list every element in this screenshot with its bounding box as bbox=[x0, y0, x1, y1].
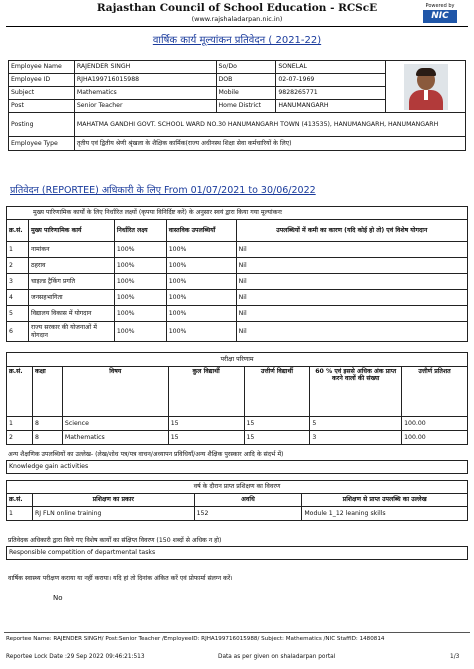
health-check-caption: वार्षिक स्वास्थ्य परीक्षण कराया या नहीं कराया। यदि हां तो दिनांक अंकित करें एवं प्रोफार्मा संलग्न करें। bbox=[8, 575, 233, 582]
column-header: प्रशिक्षण का प्रकार bbox=[32, 494, 194, 507]
table-row bbox=[7, 322, 468, 342]
employee-name-value: RAJENDER SINGH bbox=[74, 61, 216, 74]
table-cell: 3 bbox=[7, 274, 29, 290]
table-row bbox=[7, 274, 468, 290]
table-cell: 100% bbox=[166, 306, 236, 322]
table-cell: 15 bbox=[168, 431, 244, 445]
table-cell: 5 bbox=[310, 417, 402, 431]
table-cell: 2 bbox=[7, 431, 33, 445]
exam-caption: परीक्षा परिणाम bbox=[7, 353, 468, 367]
table-cell: Nil bbox=[236, 306, 467, 322]
table-cell: विद्यालय विकास में योगदान bbox=[28, 306, 114, 322]
table-cell: 100% bbox=[114, 322, 166, 342]
table-cell: 100% bbox=[166, 322, 236, 342]
table-header-row bbox=[7, 220, 468, 242]
employee-details-table bbox=[8, 60, 466, 151]
table-cell: 100.00 bbox=[402, 417, 468, 431]
table-cell: 100% bbox=[114, 258, 166, 274]
table-cell: Nil bbox=[236, 242, 467, 258]
table-row bbox=[7, 507, 468, 521]
table-row bbox=[7, 290, 468, 306]
table-cell: 2 bbox=[7, 258, 29, 274]
table-cell: 152 bbox=[194, 507, 302, 521]
employee-id-label: Employee ID bbox=[9, 74, 75, 87]
table-cell: 100.00 bbox=[402, 431, 468, 445]
employee-name-label: Employee Name bbox=[9, 61, 75, 74]
column-header: क्र.सं. bbox=[7, 494, 33, 507]
home-district-value: HANUMANGARH bbox=[276, 100, 386, 113]
subject-value: Mathematics bbox=[74, 87, 216, 100]
table-cell: 15 bbox=[244, 431, 310, 445]
table-row bbox=[7, 258, 468, 274]
training-caption: वर्ष के दौरान प्राप्त प्रशिक्षण का विवरण bbox=[7, 481, 468, 494]
table-row bbox=[7, 242, 468, 258]
column-header: मुख्य पारिणामिक कार्य bbox=[28, 220, 114, 242]
table-cell: 100% bbox=[166, 258, 236, 274]
table-cell: RJ FLN online training bbox=[32, 507, 194, 521]
training-table bbox=[6, 480, 468, 521]
table-row bbox=[7, 417, 468, 431]
table-cell: नामांकन bbox=[28, 242, 114, 258]
mobile-value: 9828265771 bbox=[276, 87, 386, 100]
table-cell: Nil bbox=[236, 258, 467, 274]
posting-label: Posting bbox=[9, 113, 75, 137]
table-cell: 100% bbox=[114, 242, 166, 258]
dob-label: DOB bbox=[216, 74, 276, 87]
nic-logo: NIC bbox=[423, 10, 457, 23]
column-header: क्र.सं. bbox=[7, 220, 29, 242]
table-cell: Nil bbox=[236, 274, 467, 290]
table-cell: Module 1_12 leaning skills bbox=[302, 507, 468, 521]
home-district-label: Home District bbox=[216, 100, 276, 113]
table-cell: 1 bbox=[7, 507, 33, 521]
posting-value: MAHATMA GANDHI GOVT. SCHOOL WARD NO.30 HANUMANGARH TOWN (413535), HANUMANGARH, HANUMANGARH bbox=[74, 113, 465, 137]
column-header: उत्तीर्ण विद्यार्थी bbox=[244, 367, 310, 417]
targets-caption: मुख्य पारिणामिक कार्यों के लिए निर्धारित लक्ष्यों (कृपया विनिर्दिष्ट करें) के अनुसार स्वयं द्वारा किया गया मूल्यांकनः bbox=[7, 207, 468, 220]
post-value: Senior Teacher bbox=[74, 100, 216, 113]
photo-cell bbox=[386, 61, 466, 113]
column-header: विषय bbox=[62, 367, 168, 417]
column-header: 60 % एवं इससे अधिक अंक प्राप्त करने वालों की संख्या bbox=[310, 367, 402, 417]
achievement-box bbox=[6, 460, 468, 474]
column-header: प्रशिक्षण से प्राप्त उपलब्धि का उल्लेख bbox=[302, 494, 468, 507]
employee-id-value: RJHA199716015988 bbox=[74, 74, 216, 87]
subject-label: Subject bbox=[9, 87, 75, 100]
table-cell: 15 bbox=[168, 417, 244, 431]
footer-data-note: Data as per given on shaladarpan portal bbox=[218, 654, 336, 660]
table-cell: 100% bbox=[166, 274, 236, 290]
powered-by-text: Powered by bbox=[425, 3, 455, 9]
post-label: Post bbox=[9, 100, 75, 113]
exam-result-table bbox=[6, 352, 468, 445]
table-cell: Science bbox=[62, 417, 168, 431]
table-cell: राज्य सरकार की योजनाओं में योगदान bbox=[28, 322, 114, 342]
table-cell: 100% bbox=[166, 242, 236, 258]
form-title: वार्षिक कार्य मूल्यांकन प्रतिवेदन ( 2021-22) bbox=[152, 35, 322, 46]
table-cell: 6 bbox=[7, 322, 29, 342]
table-cell: 5 bbox=[7, 306, 29, 322]
table-cell: 4 bbox=[7, 290, 29, 306]
table-cell: 1 bbox=[7, 242, 29, 258]
column-header: कक्षा bbox=[32, 367, 62, 417]
dob-value: 02-07-1969 bbox=[276, 74, 386, 87]
table-cell: 15 bbox=[244, 417, 310, 431]
mobile-label: Mobile bbox=[216, 87, 276, 100]
column-header: उपलब्धियों में कमी का कारण (यदि कोई हो तो) एवं विशेष योगदान bbox=[236, 220, 467, 242]
table-cell: Nil bbox=[236, 290, 467, 306]
employee-row bbox=[9, 61, 466, 74]
table-cell: 100% bbox=[166, 290, 236, 306]
so-do-label: So/Do bbox=[216, 61, 276, 74]
health-check-value: No bbox=[53, 594, 63, 602]
table-cell: 3 bbox=[310, 431, 402, 445]
targets-table bbox=[6, 206, 468, 342]
table-row bbox=[7, 431, 468, 445]
footer-lock-date: Reportee Lock Date :29 Sep 2022 09:46:21:513 bbox=[6, 654, 145, 660]
special-work-value: Responsible competition of departmental tasks bbox=[7, 547, 468, 560]
table-row bbox=[7, 353, 468, 367]
table-row bbox=[7, 207, 468, 220]
achievement-caption: अन्य शैक्षणिक उपलब्धियों का उल्लेख- (लेख/शोध पत्र/पत्र वाचन/अध्यापन प्रविधियाँ/अन्य शैक्षिक पुरस्कार आदि के संदर्भ में) bbox=[8, 451, 284, 458]
table-header-row bbox=[7, 494, 468, 507]
table-cell: Mathematics bbox=[62, 431, 168, 445]
achievement-value: Knowledge gain activities bbox=[7, 461, 468, 474]
page-header bbox=[0, 0, 474, 28]
table-cell: 100% bbox=[114, 306, 166, 322]
table-cell: Nil bbox=[236, 322, 467, 342]
employee-type-value: तृतीय एवं द्वितीय श्रेणी श्रृंखला के शैक्षिक कार्मिक(राज्य अधीनस्थ शिक्षा सेवा कर्मचारियों के लिए) bbox=[74, 137, 465, 151]
org-name: Rajasthan Council of School Education - RCScE bbox=[96, 2, 378, 14]
column-header: उत्तीर्ण प्रतिशत bbox=[402, 367, 468, 417]
header-divider bbox=[6, 26, 468, 27]
table-cell: ठहराव bbox=[28, 258, 114, 274]
special-work-box bbox=[6, 546, 468, 560]
employee-photo bbox=[404, 64, 448, 110]
table-row bbox=[7, 306, 468, 322]
column-header: अवधि bbox=[194, 494, 302, 507]
employee-row bbox=[9, 137, 466, 151]
table-cell: जनसहभागिता bbox=[28, 290, 114, 306]
employee-row bbox=[9, 113, 466, 137]
column-header: क्र.सं. bbox=[7, 367, 33, 417]
table-cell: 100% bbox=[114, 274, 166, 290]
table-header-row bbox=[7, 367, 468, 417]
reportee-section-title: प्रतिवेदन (REPORTEE) अधिकारी के लिए From 01/07/2021 to 30/06/2022 bbox=[10, 185, 316, 196]
so-do-value: SONELAL bbox=[276, 61, 386, 74]
org-url: (www.rajshaladarpan.nic.in) bbox=[191, 15, 283, 23]
footer-page-number: 1/3 bbox=[450, 654, 460, 660]
footer-reportee-info: Reportee Name: RAJENDER SINGH/ Post:Senior Teacher /EmployeeID: RJHA199716015988/ Subject: Mathematics /NIC StaffID: 1480814 bbox=[6, 636, 385, 642]
footer-divider bbox=[4, 632, 470, 633]
employee-type-label: Employee Type bbox=[9, 137, 75, 151]
table-cell: 8 bbox=[32, 417, 62, 431]
column-header: वास्तविक उपलब्धियाँ bbox=[166, 220, 236, 242]
special-work-caption: प्रतिवेदक अधिकारी द्वारा किये गए विशेष कार्यों का संक्षिप्त विवरण (150 शब्दों से अधिक न हो) bbox=[8, 537, 222, 544]
column-header: कुल विद्यार्थी bbox=[168, 367, 244, 417]
table-cell: 1 bbox=[7, 417, 33, 431]
table-cell: चाइल्ड ट्रैकिंग प्रगति bbox=[28, 274, 114, 290]
column-header: निर्धारित लक्ष्य bbox=[114, 220, 166, 242]
table-cell: 100% bbox=[114, 290, 166, 306]
table-row bbox=[7, 481, 468, 494]
table-cell: 8 bbox=[32, 431, 62, 445]
